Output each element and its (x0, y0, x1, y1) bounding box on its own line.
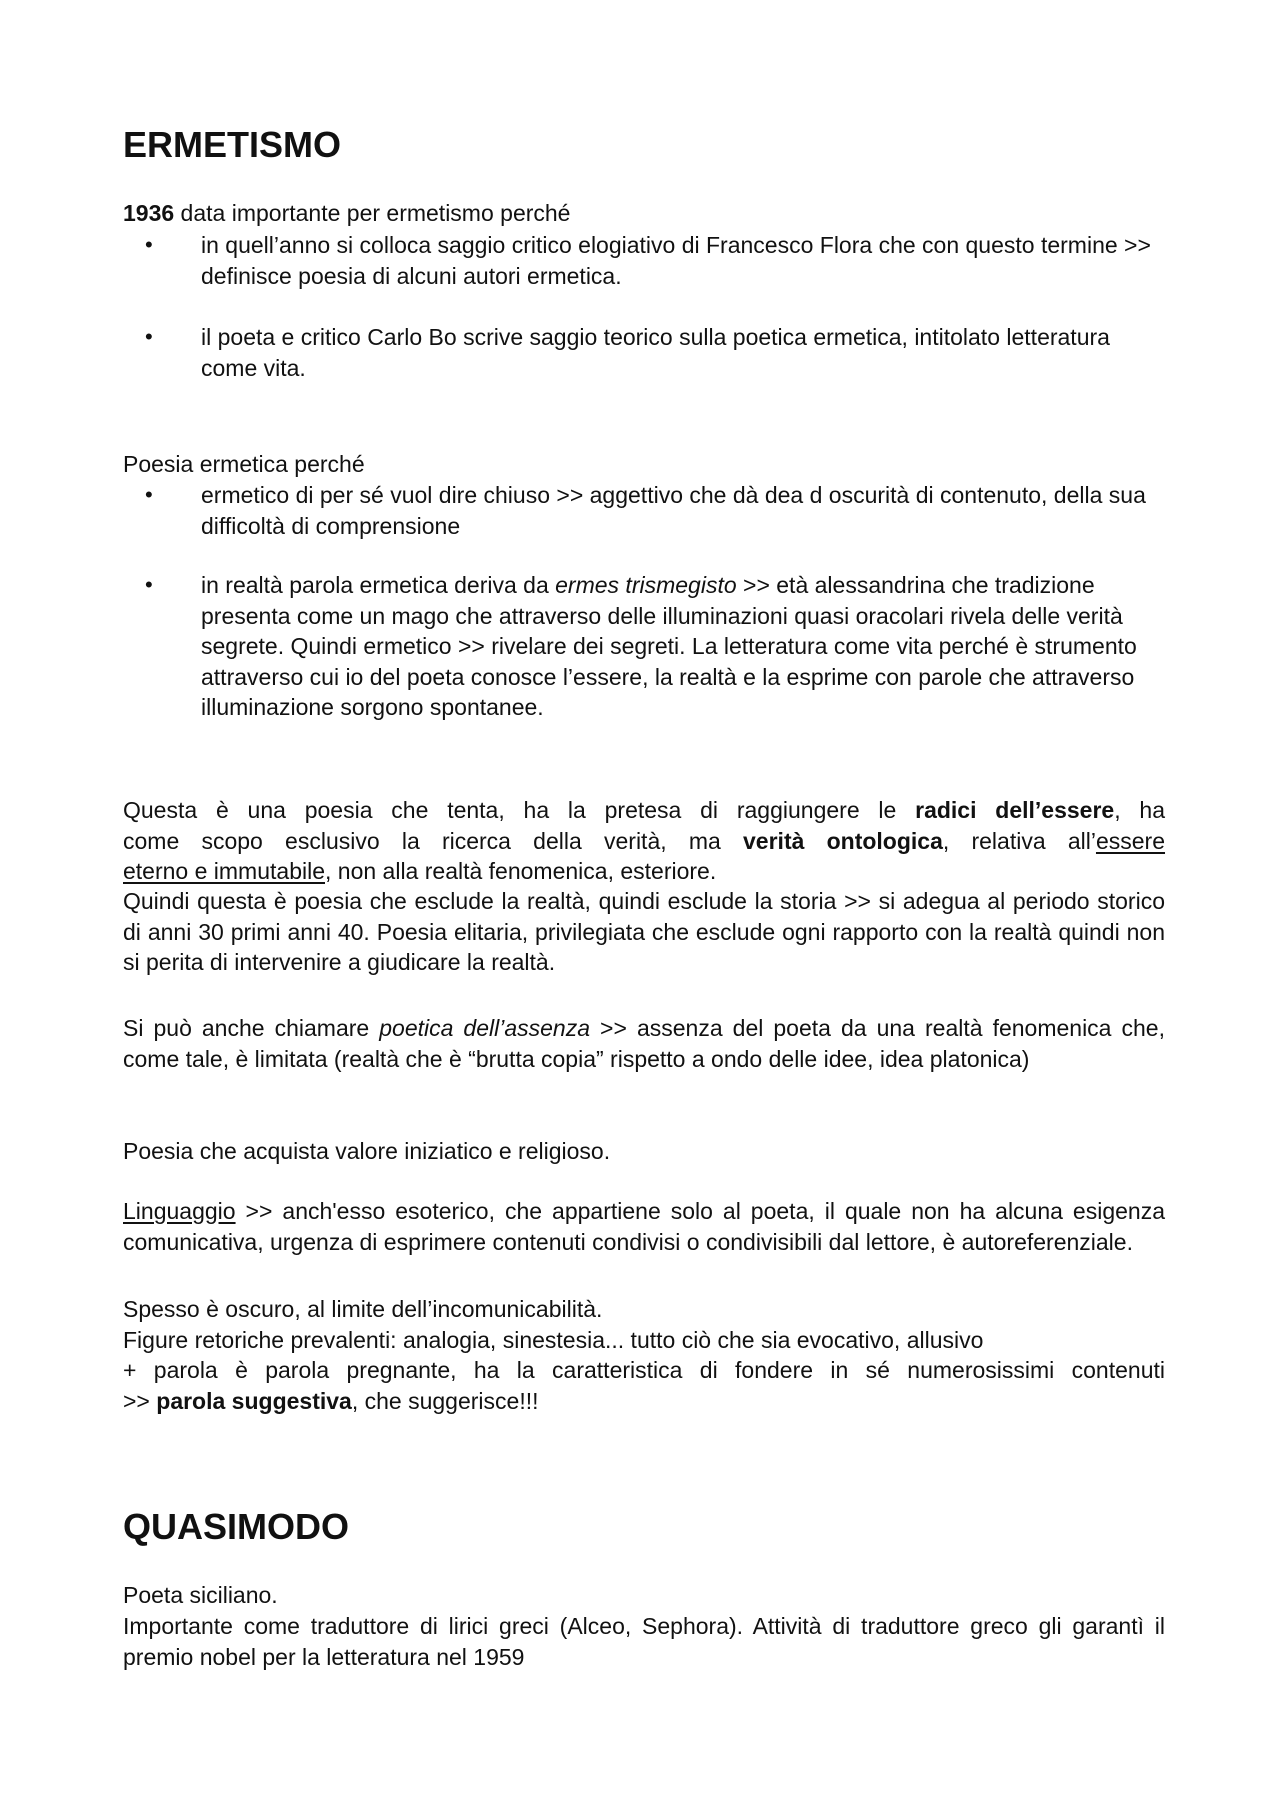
text-run: Questa è una poesia che tenta, ha la pretesa di raggiungere le (123, 797, 916, 823)
text-run: Si può anche chiamare (123, 1015, 380, 1041)
linguaggio-underlined: Linguaggio (123, 1198, 236, 1224)
quasimodo-translator: Importante come traduttore di lirici greci (Alceo, Sephora). Attività di traduttore greco gli garantì il premio nobel per la letteratura nel 1959 (123, 1613, 1165, 1670)
text-run: >> anch'esso esoterico, che appartiene solo al poeta, il quale non ha alcuna esigenza comunicativa, urgenza di esprimere contenuti condivisi o condivisibili dal lettore, è autoreferenziale. (123, 1198, 1165, 1255)
bullet-marker: • (145, 572, 153, 597)
paragraph-absence (123, 1013, 1165, 1074)
bullet-marker: • (145, 482, 153, 507)
essere-underlined: essere (1095, 827, 1166, 854)
text-run: come scopo esclusivo la ricerca della verità, ma (123, 827, 744, 854)
why-heading: Poesia ermetica perché (123, 451, 365, 477)
radici-dell-essere: radici dell’essere (915, 797, 1115, 823)
ermes-trismegisto: ermes trismegisto (555, 572, 737, 598)
why-bullet-2-post: >> età alessandrina che tradizione presenta come un mago che attraverso delle illuminazioni quasi oracolari rivela delle verità segrete. Quindi ermetico >> rivelare dei segreti. La letteratura come vita perché è strumento attraverso cui io del poeta conosce l’essere, la realtà e la esprime con parole che attraverso illuminazione sorgono spontanee. (201, 572, 1137, 720)
why-bullet-1: ermetico di per sé vuol dire chiuso >> aggettivo che dà dea d oscurità di contenuto, della sua difficoltà di comprensione (201, 482, 1146, 539)
section-title-quasimodo: QUASIMODO (123, 1506, 350, 1547)
paragraph-language (123, 1196, 1165, 1257)
paragraph-obscure: Spesso è oscuro, al limite dell’incomunicabilità. (123, 1296, 603, 1322)
paragraph-suggestive-line-2 (123, 1386, 1165, 1417)
paragraph-ontology (123, 795, 1165, 887)
parola-suggestiva: parola suggestiva (156, 1387, 352, 1414)
paragraph-reality: Quindi questa è poesia che esclude la realtà, quindi esclude la storia >> si adegua al periodo storico di anni 30 primi anni 40. Poesia elitaria, privilegiata che esclude ogni rapporto con la realtà quindi non si perita di intervenire a giudicare la realtà. (123, 888, 1165, 975)
text-run: >> assenza del poeta da una realtà fenomenica che, come tale, è limitata (realtà che è “brutta copia” rispetto a ondo delle idee, idea platonica) (123, 1015, 1165, 1072)
paragraph-suggestive (123, 1355, 1165, 1416)
eterno-e-immutabile: eterno e immutabile (123, 858, 325, 884)
intro-bullet-2: il poeta e critico Carlo Bo scrive saggio teorico sulla poetica ermetica, intitolato letteratura come vita. (201, 324, 1110, 381)
text-run: , che suggerisce!!! (351, 1387, 539, 1414)
paragraph-ontology-line-1 (123, 795, 1165, 826)
intro-year: 1936 (123, 200, 175, 226)
text-run: >> (123, 1387, 157, 1414)
paragraph-initiatic: Poesia che acquista valore iniziatico e religioso. (123, 1138, 611, 1164)
why-bullet-2-pre: in realtà parola ermetica deriva da (201, 572, 556, 598)
why-bullet-2 (201, 570, 1165, 723)
quasimodo-intro: Poeta siciliano. (123, 1582, 278, 1608)
section-title-ermetismo: ERMETISMO (123, 124, 342, 165)
intro-line (123, 198, 1165, 229)
paragraph-figures: Figure retoriche prevalenti: analogia, sinestesia... tutto ciò che sia evocativo, allusivo (123, 1327, 984, 1353)
verita-ontologica: verità ontologica (743, 827, 943, 854)
intro-bullet-1: in quell’anno si colloca saggio critico elogiativo di Francesco Flora che con questo termine >> definisce poesia di alcuni autori ermetica. (201, 232, 1151, 289)
paragraph-ontology-line-2 (123, 826, 1165, 857)
poetica-dell-assenza: poetica dell’assenza (379, 1015, 591, 1041)
text-run: , non alla realtà fenomenica, esteriore. (325, 858, 717, 884)
bullet-marker: • (145, 232, 153, 257)
bullet-marker: • (145, 324, 153, 349)
intro-text: data importante per ermetismo perché (174, 200, 571, 226)
paragraph-suggestive-line-1: + parola è parola pregnante, ha la caratteristica di fondere in sé numerosissimi contenuti (123, 1357, 1165, 1383)
text-run: , ha (1114, 797, 1165, 823)
text-run: , relativa all’ (942, 827, 1096, 854)
paragraph-ontology-line-3 (123, 856, 1165, 887)
